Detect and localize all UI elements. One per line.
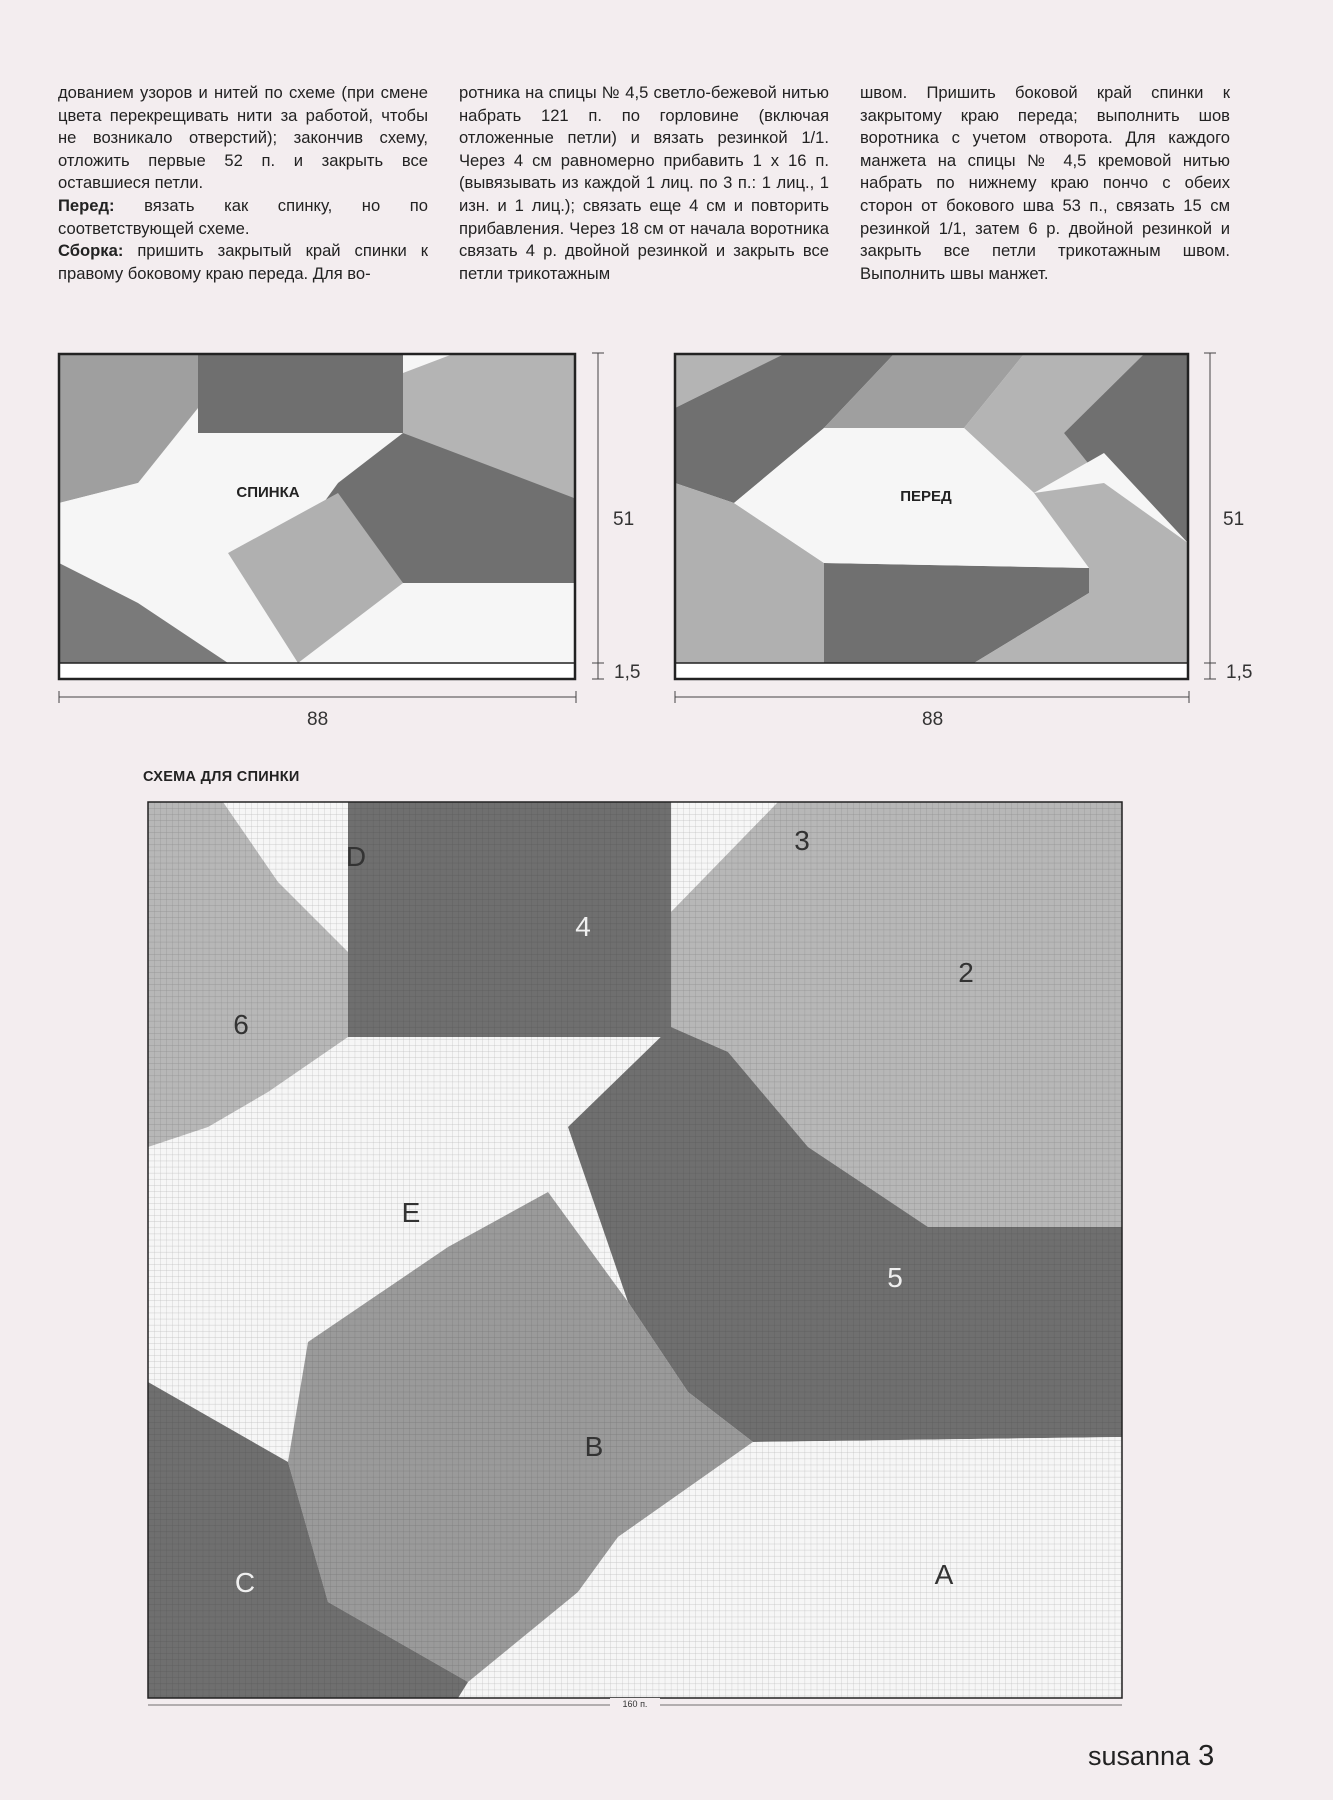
page-footer [1088, 1740, 1214, 1773]
paragraph-text: пришить закрытый край спинки к правому боковому краю переда. Для во- [58, 241, 428, 283]
region-label-6: 6 [233, 1009, 249, 1040]
knitting-chart [148, 802, 1122, 1709]
region-label-d: D [345, 841, 367, 872]
paragraph [459, 82, 829, 285]
region-label-2: 2 [958, 957, 974, 988]
paragraph-text: дованием узоров и нитей по схеме (при смене цвета перекрещивать нити за работой, чтобы не возникало отверстий); закончив схему, отложить первые 52 п. и закрыть все оставшиеся петли. [58, 83, 428, 193]
schema-title: СХЕМА ДЛЯ СПИНКИ [143, 769, 300, 785]
back-height-label: 51 [613, 509, 635, 530]
front-label: ПЕРЕД [900, 488, 952, 505]
front-dimension-lines [674, 353, 1234, 713]
paragraph-text: вязать как спинку, но по соответствующей схеме. [58, 195, 428, 238]
back-dimension-lines [58, 353, 618, 713]
stitch-count-label: 160 п. [622, 1699, 648, 1709]
paragraph-text: ротника на спицы № 4,5 светло-бежевой нитью набрать 121 п. по горловине (включая отложенные петли) и вязать резинкой 1/1. Через 4 см равномерно прибавить 1 x 16 п. (вывязывать из каждой 1 лиц. по 3 п.: 1 лиц., 1 изн. и 1 лиц.); связать еще 4 см и повторить прибавления. Через 18 см от начала воротника связать 4 р. двойной резинкой и закрыть все петли трикотажным [459, 83, 829, 283]
magazine-name: susanna [1088, 1741, 1191, 1771]
region-label-3: 3 [794, 825, 810, 856]
front-height-label: 51 [1223, 509, 1245, 530]
region-label-4: 4 [575, 911, 591, 942]
front-width-label: 88 [922, 709, 944, 730]
region-label-b: B [584, 1431, 604, 1462]
paragraph [860, 82, 1230, 285]
paragraph-text: швом. Пришить боковой край спинки к закрытому краю переда; выполнить шов воротника с учетом отворота. Для каждого манжета на спицы № 4,5 кремовой нитью набрать по нижнему краю пончо с обеих сторон от бокового шва 53 п., связать 15 см резинкой 1/1, затем 6 р. двойной резинкой и закрыть все петли трикотажным швом. Выполнить швы манжет. [860, 83, 1230, 283]
region-label-5: 5 [887, 1262, 903, 1293]
paragraph-assembly [58, 240, 428, 285]
paragraph [58, 82, 428, 195]
front-band-label: 1,5 [1226, 662, 1253, 683]
paragraph-front [58, 195, 428, 240]
back-width-label: 88 [307, 709, 329, 730]
region-label-a: A [934, 1559, 954, 1590]
paragraph-lead: Сборка: [58, 241, 124, 261]
back-label: СПИНКА [236, 484, 300, 501]
page-number: 3 [1198, 1740, 1215, 1772]
text-column-2 [459, 82, 829, 285]
text-column-1 [58, 82, 428, 285]
paragraph-lead: Перед: [58, 195, 115, 215]
text-column-3 [860, 82, 1230, 285]
back-band-label: 1,5 [614, 662, 641, 683]
region-label-c: C [234, 1567, 256, 1598]
region-label-e: E [401, 1197, 421, 1228]
